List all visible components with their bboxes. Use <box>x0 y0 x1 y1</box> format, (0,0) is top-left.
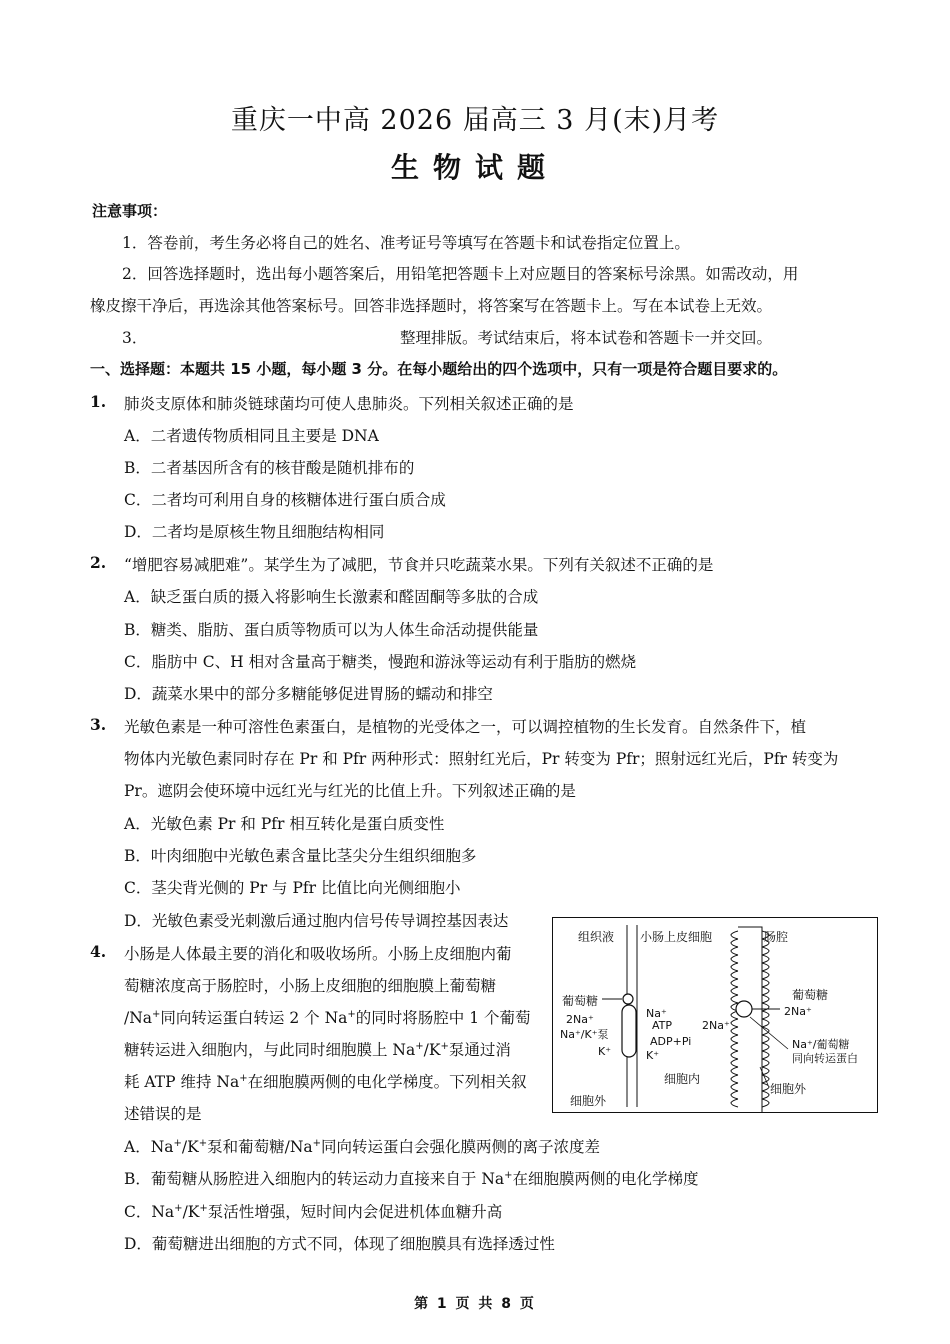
na-k-pump-shape <box>622 1005 636 1057</box>
question-2-option-d: D．蔬菜水果中的部分多糖能够促进胃肠的蠕动和排空 <box>124 685 493 703</box>
label-2na-right: 2Na⁺ <box>784 1005 812 1018</box>
question-4-stem-line-2: 萄糖浓度高于肠腔时，小肠上皮细胞的细胞膜上葡萄糖 <box>124 977 497 995</box>
question-3-number: 3. <box>90 715 107 734</box>
label-2na-mid: 2Na⁺ <box>702 1019 730 1032</box>
question-3-stem-line-2: 物体内光敏色素同时存在 Pr 和 Pfr 两种形式：照射红光后，Pr 转变为 Pfr；照射远红光后，Pfr 转变为 <box>124 750 839 768</box>
question-3-option-b: B．叶肉细胞中光敏色素含量比茎尖分生组织细胞多 <box>124 847 477 865</box>
question-4-stem-line-4: 糖转运进入细胞内，与此同时细胞膜上 Na+/K+泵通过消 <box>124 1040 511 1059</box>
label-adp: ADP+Pi <box>650 1035 692 1048</box>
question-4-option-a: A．Na+/K+泵和葡萄糖/Na+同向转运蛋白会强化膜两侧的离子浓度差 <box>124 1137 601 1156</box>
label-glucose-left: 葡萄糖 <box>562 994 599 1008</box>
question-4-option-c: C．Na+/K+泵活性增强，短时间内会促进机体血糖升高 <box>124 1202 503 1221</box>
label-cotransporter-2: 同向转运蛋白 <box>792 1052 858 1065</box>
exam-title: 重庆一中高 2026 届高三 3 月(末)月考 <box>230 105 720 136</box>
question-1-option-a: A．二者遗传物质相同且主要是 DNA <box>124 427 379 445</box>
label-lumen: 肠腔 <box>764 930 789 944</box>
glut-channel-shape <box>623 994 633 1004</box>
question-3-option-d: D．光敏色素受光刺激后通过胞内信号传导调控基因表达 <box>124 912 509 930</box>
exam-subtitle: 生物试题 <box>390 151 559 184</box>
question-2-stem: “增肥容易减肥难”。某学生为了减肥，节食并只吃蔬菜水果。下列有关叙述不正确的是 <box>124 556 714 574</box>
question-4-stem-line-1: 小肠是人体最主要的消化和吸收场所。小肠上皮细胞内葡 <box>124 945 512 963</box>
notice-item-1: 1．答卷前，考生务必将自己的姓名、准考证号等填写在答题卡和试卷指定位置上。 <box>122 234 690 252</box>
label-k-plus: K⁺ <box>646 1049 660 1062</box>
question-2-number: 2. <box>90 553 107 572</box>
label-atp: ATP <box>652 1019 673 1032</box>
notice-item-2: 2．回答选择题时，选出每小题答案后，用铅笔把答题卡上对应题目的答案标号涂黑。如需改动，用 <box>122 265 799 283</box>
question-1-option-d: D．二者均是原核生物且细胞结构相同 <box>124 523 385 541</box>
cotransporter-shape <box>736 1001 752 1017</box>
microvilli <box>731 931 769 1107</box>
notice-heading: 注意事项： <box>92 202 168 220</box>
label-glucose-right: 葡萄糖 <box>792 988 829 1002</box>
label-inside-cell: 细胞内 <box>664 1072 701 1086</box>
question-4-option-b: B．葡萄糖从肠腔进入细胞内的转运动力直接来自于 Na+在细胞膜两侧的电化学梯度 <box>124 1169 699 1188</box>
label-epithelial-cell: 小肠上皮细胞 <box>640 930 713 944</box>
question-1-option-c: C．二者均可利用自身的核糖体进行蛋白质合成 <box>124 491 446 509</box>
question-3-option-c: C．茎尖背光侧的 Pr 与 Pfr 比值比向光侧细胞小 <box>124 879 461 897</box>
label-outside-left: 细胞外 <box>570 1094 607 1108</box>
question-4-stem-line-6: 述错误的是 <box>124 1105 202 1123</box>
question-4-stem-line-3: /Na+同向转运蛋白转运 2 个 Na+的同时将肠腔中 1 个葡萄 <box>124 1008 531 1027</box>
question-3-stem-line-1: 光敏色素是一种可溶性色素蛋白，是植物的光受体之一，可以调控植物的生长发育。自然条件下，植 <box>124 718 807 736</box>
label-k-left: K⁺ <box>598 1045 612 1058</box>
question-4-option-d: D．葡萄糖进出细胞的方式不同，体现了细胞膜具有选择透过性 <box>124 1235 555 1253</box>
question-3-stem-line-3: Pr。遮阴会使环境中远红光与红光的比值上升。下列叙述正确的是 <box>124 782 576 800</box>
glucose-transport-diagram <box>552 917 878 1113</box>
question-2-option-c: C．脂肪中 C、H 相对含量高于糖类，慢跑和游泳等运动有利于脂肪的燃烧 <box>124 653 637 671</box>
question-1-stem: 肺炎支原体和肺炎链球菌均可使人患肺炎。下列相关叙述正确的是 <box>124 395 574 413</box>
section-heading: 一、选择题：本题共 15 小题，每小题 3 分。在每小题给出的四个选项中，只有一项是符合题目要求的。 <box>90 360 788 378</box>
microvilli-bumps <box>731 931 769 1107</box>
page-footer: 第 1 页 共 8 页 <box>414 1296 536 1312</box>
question-4-stem-line-5: 耗 ATP 维持 Na+在细胞膜两侧的电化学梯度。下列相关叙 <box>124 1072 527 1091</box>
diagram-frame <box>553 918 878 1113</box>
question-2-option-a: A．缺乏蛋白质的摄入将影响生长激素和醛固酮等多肽的合成 <box>124 588 539 606</box>
label-tissue-fluid: 组织液 <box>578 930 615 944</box>
label-na-k-pump: Na⁺/K⁺泵 <box>560 1028 609 1041</box>
label-na-plus: Na⁺ <box>646 1007 667 1020</box>
label-cotransporter-1: Na⁺/葡萄糖 <box>792 1038 850 1051</box>
question-1-number: 1. <box>90 392 107 411</box>
question-4-number: 4. <box>90 942 107 961</box>
question-1-option-b: B．二者基因所含有的核苷酸是随机排布的 <box>124 459 415 477</box>
label-2na-left: 2Na⁺ <box>566 1013 594 1026</box>
notice-item-3: 整理排版。考试结束后，将本试卷和答题卡一并交回。 <box>400 329 773 347</box>
label-outside-right: 细胞外 <box>770 1082 807 1096</box>
notice-item-3-num: 3． <box>122 329 148 347</box>
question-3-option-a: A．光敏色素 Pr 和 Pfr 相互转化是蛋白质变性 <box>124 815 445 833</box>
microvilli-brush-border <box>738 927 762 1113</box>
question-2-option-b: B．糖类、脂肪、蛋白质等物质可以为人体生命活动提供能量 <box>124 621 539 639</box>
notice-item-2-cont: 橡皮擦干净后，再选涂其他答案标号。回答非选择题时，将答案写在答题卡上。写在本试卷上无效。 <box>90 297 773 315</box>
